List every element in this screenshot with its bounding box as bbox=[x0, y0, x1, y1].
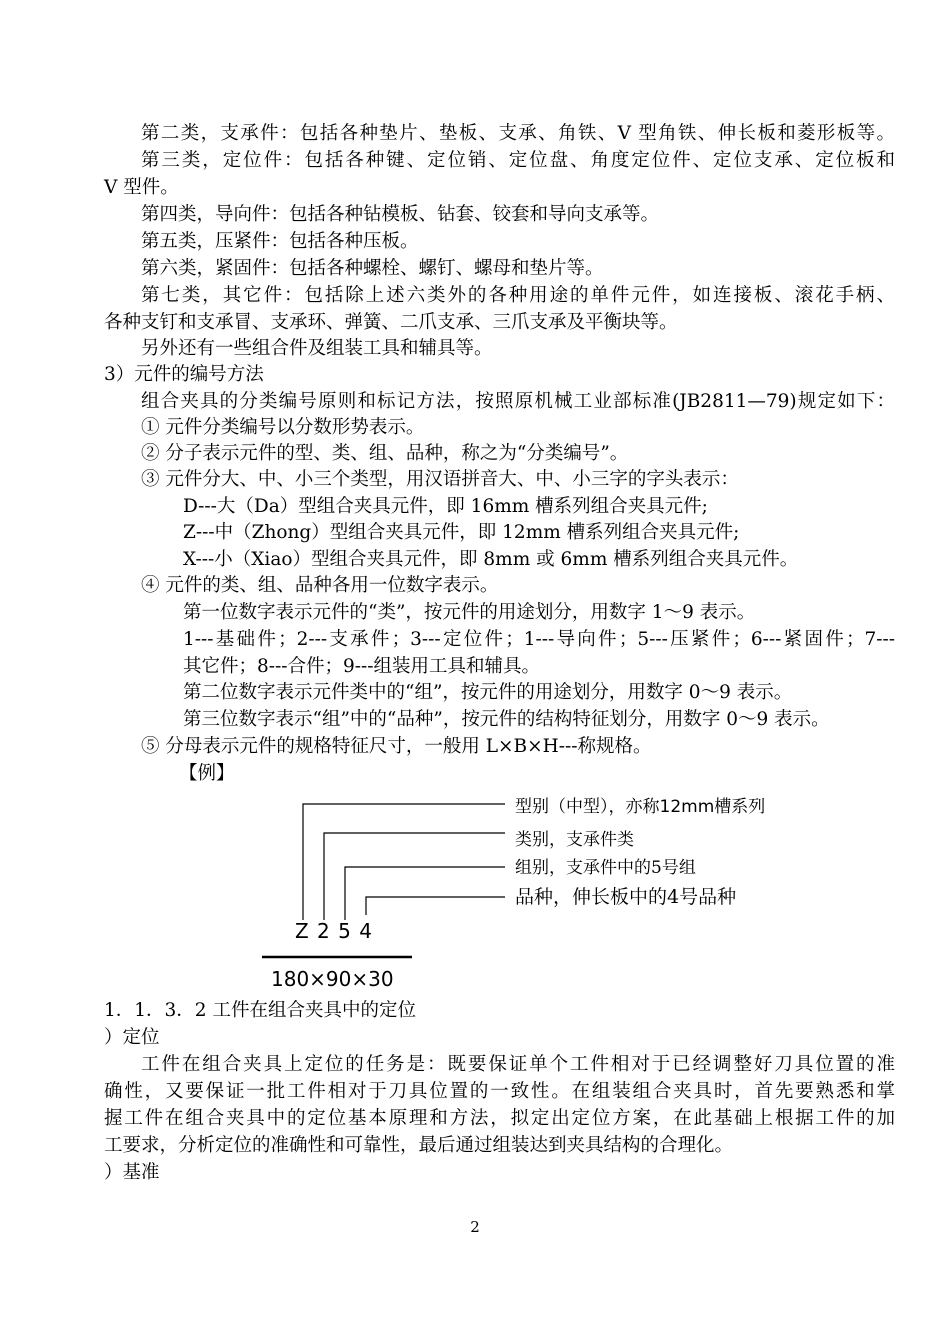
text-line: 各种支钉和支承冒、支承环、弹簧、二爪支承、三爪支承及平衡块等。 bbox=[104, 312, 678, 333]
example-label: 【例】 bbox=[179, 763, 235, 784]
text-line: 工件在组合夹具上定位的任务是：既要保证单个工件相对于已经调整好刀具位置的准 bbox=[141, 1054, 895, 1075]
text-line: 第七类，其它件：包括除上述六类外的各种用途的单件元件，如连接板、滚花手柄、 bbox=[141, 285, 895, 306]
leader-line-type bbox=[303, 804, 505, 920]
text-line: X---小（Xiao）型组合夹具元件，即 8mm 或 6mm 槽系列组合夹具元件。 bbox=[183, 549, 799, 570]
section-heading: 1．1．3．2 工件在组合夹具中的定位 bbox=[104, 1000, 416, 1021]
text-line: 第一位数字表示元件的“类”，按元件的用途划分，用数字 1～9 表示。 bbox=[183, 602, 756, 623]
diagram-label-group: 组别，支承件中的5号组 bbox=[515, 858, 696, 878]
leader-line-variety bbox=[366, 897, 505, 915]
text-line: 第三位数字表示“组”中的“品种”，按元件的结构特征划分，用数字 0～9 表示。 bbox=[183, 709, 830, 730]
text-line: 另外还有一些组合件及组装工具和辅具等。 bbox=[141, 338, 493, 359]
text-line: 第四类，导向件：包括各种钻模板、钻套、铰套和导向支承等。 bbox=[141, 204, 660, 225]
list-item: ② 分子表示元件的型、类、组、品种，称之为“分类编号”。 bbox=[141, 443, 629, 464]
text-line: 1---基础件；2---支承件；3---定位件；1---导向件；5---压紧件；6---紧固件；7--- bbox=[183, 629, 895, 650]
subsection-heading: ）定位 bbox=[104, 1027, 160, 1048]
list-item: ⑤ 分母表示元件的规格特征尺寸，一般用 L×B×H---称规格。 bbox=[141, 736, 652, 757]
section-heading: 3）元件的编号方法 bbox=[104, 364, 264, 385]
subsection-heading: ）基准 bbox=[104, 1162, 160, 1183]
text-line: 第二位数字表示元件类中的“组”，按元件的用途划分，用数字 0～9 表示。 bbox=[183, 682, 793, 703]
text-line: 其它件；8---合件；9---组装用工具和辅具。 bbox=[183, 656, 541, 677]
text-line: 握工件在组合夹具中的定位基本原理和方法，拟定出定位方案，在此基础上根据工件的加 bbox=[104, 1108, 895, 1129]
code-numerator: Z 2 5 4 bbox=[295, 919, 373, 943]
leader-line-group bbox=[345, 867, 505, 920]
page-number: 2 bbox=[470, 1218, 480, 1236]
leader-line-class bbox=[324, 833, 505, 920]
text-line: 第六类，紧固件：包括各种螺栓、螺钉、螺母和垫片等。 bbox=[141, 258, 604, 279]
text-line: 确性，又要保证一批工件相对于刀具位置的一致性。在组装组合夹具时，首先要熟悉和掌 bbox=[104, 1081, 895, 1102]
list-item: ③ 元件分大、中、小三个类型，用汉语拼音大、中、小三字的字头表示： bbox=[141, 469, 739, 490]
text-line: 第三类，定位件：包括各种键、定位销、定位盘、角度定位件、定位支承、定位板和 bbox=[141, 150, 895, 171]
diagram-label-type: 型别（中型），亦称12mm槽系列 bbox=[515, 797, 766, 817]
diagram-label-class: 类别，支承件类 bbox=[515, 830, 634, 850]
text-line: 工要求，分析定位的准确性和可靠性，最后通过组装达到夹具结构的合理化。 bbox=[104, 1135, 734, 1156]
list-item: ① 元件分类编号以分数形势表示。 bbox=[141, 417, 425, 438]
text-line: 组合夹具的分类编号原则和标记方法，按照原机械工业部标准(JB2811—79)规定如下： bbox=[141, 391, 895, 412]
list-item: ④ 元件的类、组、品种各用一位数字表示。 bbox=[141, 575, 499, 596]
text-line: V 型件。 bbox=[104, 177, 179, 198]
diagram-label-variety: 品种，伸长板中的4号品种 bbox=[515, 886, 737, 908]
text-line: D---大（Da）型组合夹具元件，即 16mm 槽系列组合夹具元件; bbox=[183, 496, 708, 517]
text-line: Z---中（Zhong）型组合夹具元件，即 12mm 槽系列组合夹具元件; bbox=[183, 522, 740, 543]
text-line: 第二类，支承件：包括各种垫片、垫板、支承、角铁、V 型角铁、伸长板和菱形板等。 bbox=[141, 123, 895, 144]
code-denominator: 180×90×30 bbox=[271, 967, 394, 991]
text-line: 第五类，压紧件：包括各种压板。 bbox=[141, 231, 419, 252]
